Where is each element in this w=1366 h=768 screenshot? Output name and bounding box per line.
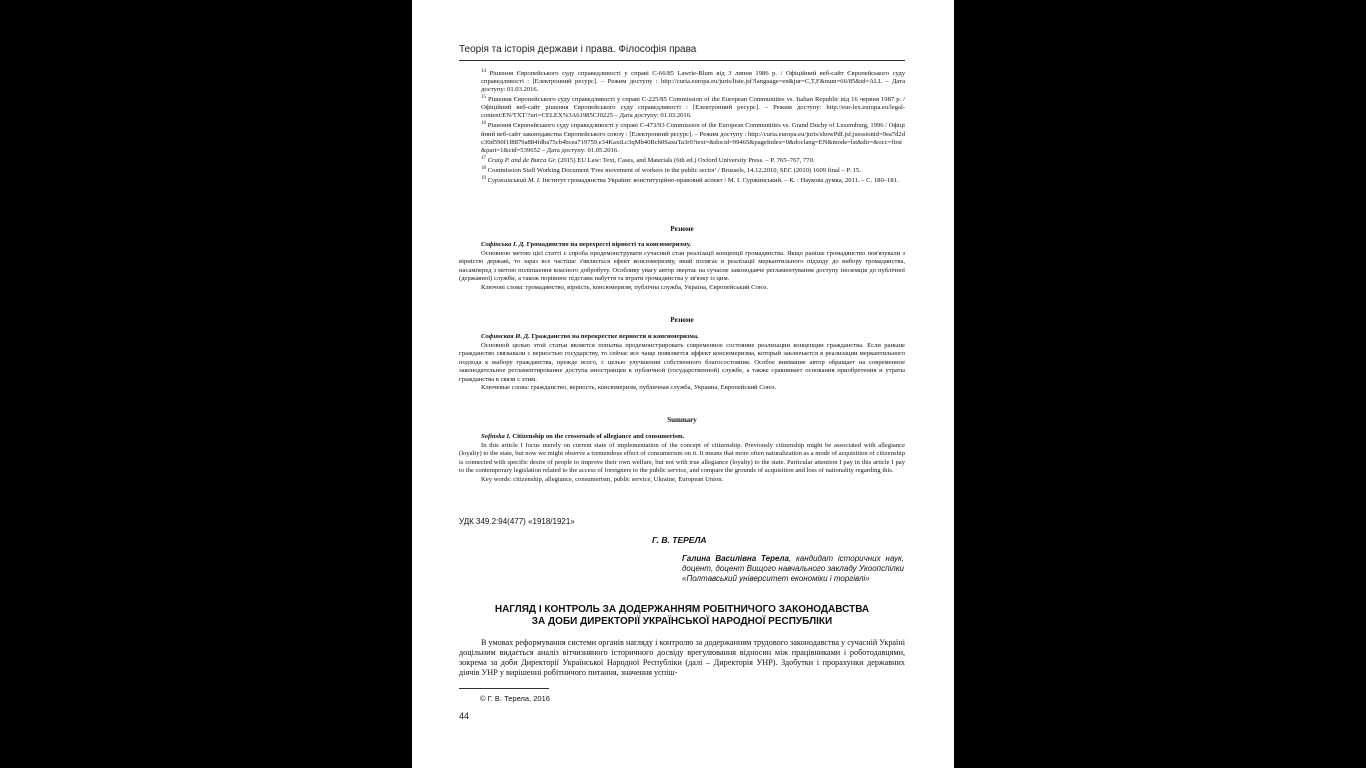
running-header: Теорія та історія держави і права. Філософія права xyxy=(459,44,697,55)
footnote: $^{18}$ Commission Staff Working Document 'Free movement of workers in the public sector' / Brussels, 14.12.2010, SEC (2010) 1609 final – P. 15. xyxy=(481,165,861,174)
summary-block-en: Sofinska I. Citizenship on the crossroads of allegiance and consumerism. In this article I focus merely on current state of implementation of the concept of citizenship. Previously citizenship might be associated with allegiance (loyalty) to the state, but now we might observe a tremendous effect of consumerism on it. It means that more often naturalization as a mode of acquisition of citizenship is connected with specific desire of people to improve their own welfare, but not with true allegiance (loyalty) to the state. Particular attention I pay in this article I pay to the contemporary legislation related to the access of foreigners to the public service, and compare the grounds of acquisition and loss of nationality regarding this. Key words: citizenship, allegiance, consumerism, public service, Ukraine, European Union. xyxy=(459,433,905,483)
summary-block-ua: Софінська І. Д. Громадянство на перехресті вірності та консюмеризму. Основною метою цієї статті є спроба продемонструвати сучасний стан реалізації концепції громадянства. Якщо раніше громадянство пов'язували з вірністю державі, то зараз все частіше з'являється ефект консюмеризму, який полягає в реалізації меркантильного підходу до вибору громадянства, насамперед з метою поліпшення власного добробуту. Особливу увагу автор звертає на сучасне законодавче регламентування доступу іноземців до публічної (державної) служби, а також порівнює підстави набуття та втрати громадянства у зв'язку із цим. Ключові слова: громадянство, вірність, консюмеризм, публічна служба, Україна, Європейський Союз. xyxy=(459,241,905,291)
copyright: © Г. В. Терела, 2016 xyxy=(480,694,550,703)
footnote: $^{19}$ Суржинський М. І. Інститут громадянства України: конституційно-правовий аспект / М. І. Суржинський. – К. : Наукова думка, 2011. – С. 180–181. xyxy=(481,175,899,185)
summary-heading: Резюме xyxy=(670,225,694,233)
article-body: В умовах реформування системи органів нагляду і контролю за додержанням трудового законодавства у сучасній Україні доцільним видається аналіз вітчизняного історичного досвіду врегулювання відносин між працівниками і роботодавцями, зокрема за доби Директорії Української Народної Республіки (далі – Директорія УНР). Здобутки і прорахунки державних діячів УНР у вирішенні робітничого питання, значення успіш- xyxy=(459,638,905,677)
article-title: НАГЛЯД І КОНТРОЛЬ ЗА ДОДЕРЖАННЯМ РОБІТНИЧОГО ЗАКОНОДАВСТВА ЗА ДОБИ ДИРЕКТОРІЇ УКРАЇНСЬКОЇ НАРОДНОЇ РЕСПУБЛІКИ xyxy=(494,604,870,627)
summary-heading: Summary xyxy=(667,416,697,424)
article-author: Г. В. ТЕРЕЛА xyxy=(652,535,707,545)
page-number: 44 xyxy=(459,711,470,721)
footnotes xyxy=(459,68,905,185)
footnote: $^{14}$ Рішення Європейського суду справедливості у справі С-66/85 Lawrie-Blum від 3 липня 1986 р. / Офіційний веб-сайт Європейського суду справедливості : [Електронний ресурс]. – Режим доступу : http://curia.europa.eu/juris/liste.jsf?language=en&jur=C,T,F&num=66/85&td=ALL – Дата доступу: 01.03.2016. xyxy=(481,69,905,94)
footnote: $^{15}$ Рішення Європейського суду справедливості у справі С-225/85 Commission of the European Communities vs. Italian Republic від 16 червня 1987 р. / Офіційний веб-сайт рішення Європейського суду справедливості : [Електронний ресурс]. – Режим доступу: http://eur-lex.europa.eu/legal-content/EN/TXT/?uri=CELEX%3A61985CJ0225 – Дата доступу: 01.03.2016. xyxy=(481,95,906,120)
summary-heading: Резюме xyxy=(670,316,694,324)
footnote: $^{17}$ Craig P. and de Burca Gr. (2015) EU Law: Text, Cases, and Materials (6th ed.) Oxford University Press. – P. 765–767, 770. xyxy=(481,155,815,164)
footnote-rule xyxy=(459,688,549,689)
author-affiliation: Галина Василівна Терела, кандидат історичних наук, доцент, доцент Вищого навчального закладу Укоопспілки «Полтавський університет економіки і торгівлі» xyxy=(682,554,905,583)
summary-block-ru: Софинская И. Д. Гражданство на перекрестке верности и консюмеризма. Основной целью этой статьи является попытка продемонстрировать современное состояние реализации концепции гражданства. Если раньше гражданство связывали с верностью государству, то сейчас все чаще появляется эффект консюмеризма, который заключается в реализации меркантильного подхода к выбору гражданства, прежде всего, с целью улучшения собственного благосостояния. Особое внимание автор обращает на современное законодательное регламентирование доступа иностранцев к публичной (государственной) службе, а также сравнивает основания приобретения и утраты гражданства в связи с этим. Ключевые слова: гражданство, верность, консюмеризм, публичная служба, Украина, Европейский Союз. xyxy=(459,333,905,391)
udk-code: УДК 349.2:94(477) «1918/1921» xyxy=(459,517,575,526)
footnote: $^{16}$ Рішення Європейського суду справедливості у справі С-473/93 Commission of the European Communities vs. Grand Duchy of Luxemburg, 1996 / Офіційний веб-сайт законодавства Європейського союзу : [Електронний ресурс]. – Режим доступу : http://curia.europa.eu/juris/showPdf.jsf;jsessionid=9ea7d2dc30d590f1f8879a884fdba75cb4bcea719759.e34KaxiLc3qMb40Rch0SaxuTa3r0?text=&docid=99465&pageIndex=0&doclang=EN&mode=lst&dir=&occ=first&part=1&cid=539652 – Дата доступу: 01.05.2016. xyxy=(481,121,905,154)
document-page xyxy=(412,0,954,768)
header-rule xyxy=(459,60,905,61)
